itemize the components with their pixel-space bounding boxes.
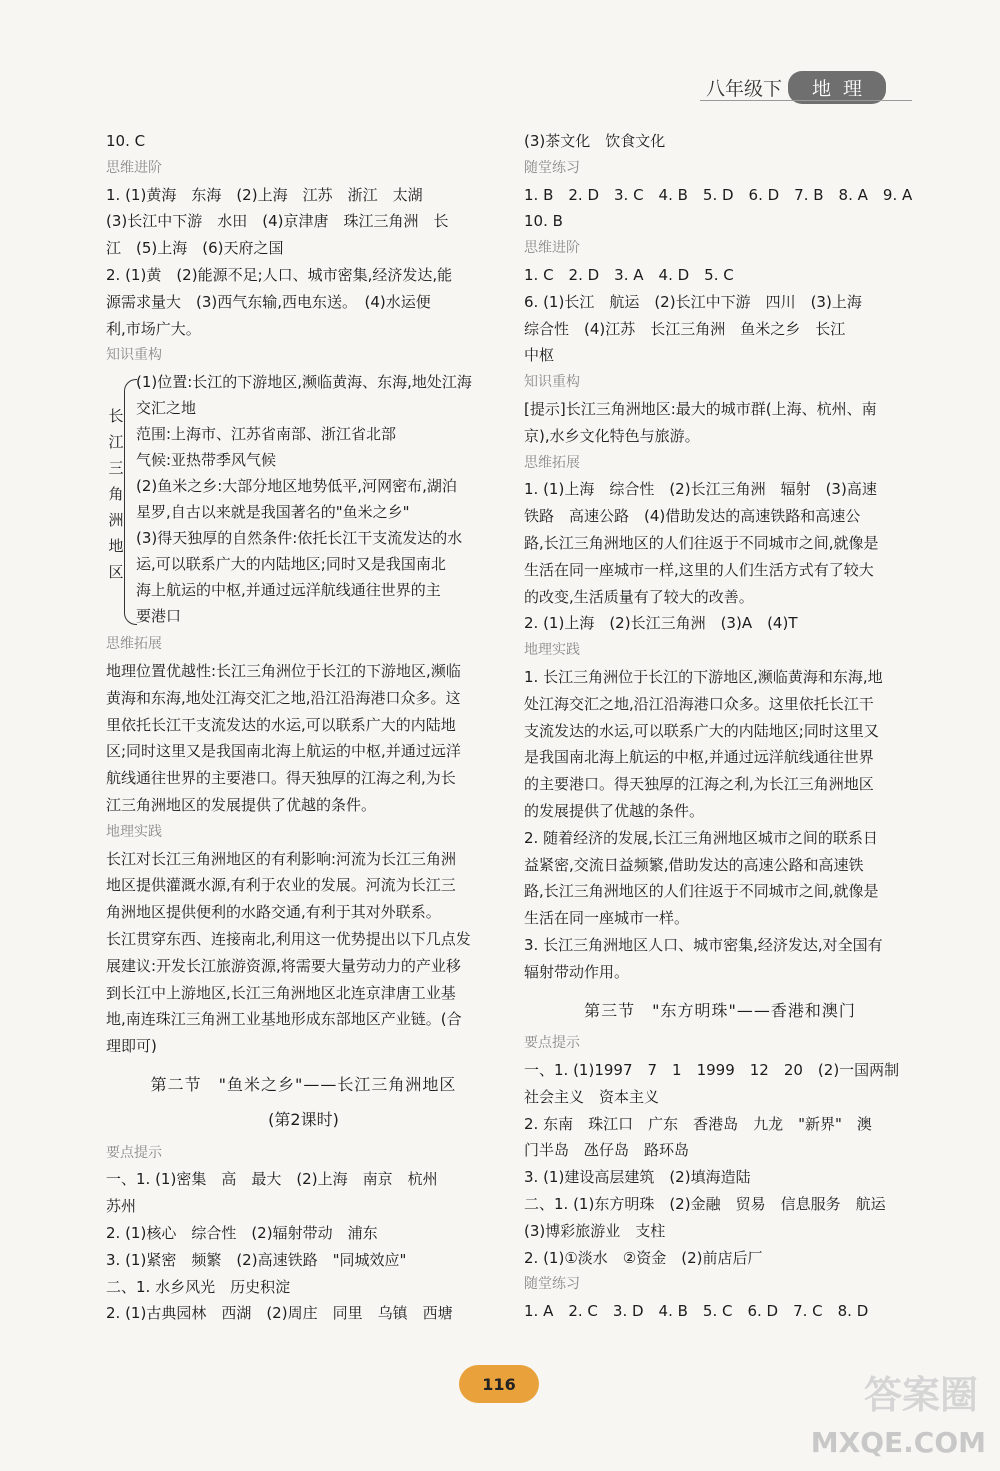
brace-line: (3)得天独厚的自然条件:依托长江干支流发达的水	[136, 529, 463, 548]
answer-line: 一、1. (1)密集 高 最大 (2)上海 南京 杭州	[106, 1170, 438, 1189]
answer-line: 10. B	[524, 212, 563, 231]
answer-line: 路,长江三角洲地区的人们往返于不同城市之间,就像是	[524, 882, 879, 901]
answer-line: 到长江中上游地区,长江三角洲地区北连京津唐工业基	[106, 983, 456, 1002]
answer-line: 黄海和东海,地处江海交汇之地,沿江沿海港口众多。这	[106, 688, 461, 707]
answer-line: 处江海交汇之地,沿江沿海港口众多。这里依托长江干	[524, 694, 874, 713]
answer-line: 1. 长江三角洲位于长江的下游地区,濒临黄海和东海,地	[524, 667, 883, 686]
answer-line: 生活在同一座城市一样。	[524, 909, 690, 928]
brace-label: 长江三角洲地区	[108, 407, 124, 582]
page-number: 116	[459, 1365, 539, 1403]
answer-line: 1. A 2. C 3. D 4. B 5. C 6. D 7. C 8. D	[524, 1302, 869, 1321]
answer-line: 航线通往世界的主要港口。得天独厚的江海之利,为长	[106, 769, 456, 788]
answer-line: 3. (1)建设高层建筑 (2)填海造陆	[524, 1168, 751, 1187]
answer-line: 地理位置优越性:长江三角洲位于长江的下游地区,濒临	[106, 661, 461, 680]
answer-line: 1. B 2. D 3. C 4. B 5. D 6. D 7. B 8. A 9. A	[524, 185, 913, 204]
section-heading: 知识重构	[106, 347, 162, 364]
answer-line: 的主要港口。得天独厚的江海之利,为长江三角洲地区	[524, 775, 874, 794]
answer-line: 门半岛 氹仔岛 路环岛	[524, 1141, 690, 1160]
brace-line: 星罗,自古以来就是我国著名的"鱼米之乡"	[136, 503, 410, 522]
answer-line: 益紧密,交流日益频繁,借助发达的高速公路和高速铁	[524, 855, 864, 874]
answer-line: 2. (1)核心 综合性 (2)辐射带动 浦东	[106, 1223, 378, 1242]
answer-line: 2. (1)①淡水 ②资金 (2)前店后厂	[524, 1248, 763, 1267]
brace-line: 要港口	[136, 607, 182, 626]
answer-line: 3. (1)紧密 频繁 (2)高速铁路 "同城效应"	[106, 1250, 407, 1269]
section-heading: 要点提示	[524, 1035, 580, 1052]
brace-line: (2)鱼米之乡:大部分地区地势低平,河网密布,湖泊	[136, 477, 457, 496]
answer-line: 2. (1)古典园林 西湖 (2)周庄 同里 乌镇 西塘	[106, 1304, 453, 1323]
answer-line: 长江贯穿东西、连接南北,利用这一优势提出以下几点发	[106, 929, 471, 948]
answer-line: 生活在同一座城市一样,这里的人们生活方式有了较大	[524, 560, 874, 579]
answer-line: 2. 随着经济的发展,长江三角洲地区城市之间的联系日	[524, 828, 878, 847]
answer-line: 一、1. (1)1997 7 1 1999 12 20 (2)一国两制	[524, 1061, 900, 1080]
brace-line: 交汇之地	[136, 399, 197, 418]
section-title-2: 第二节 "鱼米之乡"——长江三角洲地区	[150, 1074, 457, 1094]
left-top-block	[106, 128, 501, 369]
section-title-3: 第三节 "东方明珠"——香港和澳门	[584, 1000, 856, 1020]
answer-line: 辐射带动作用。	[524, 962, 630, 981]
section-heading: 思维进阶	[524, 240, 580, 257]
section-heading: 地理实践	[524, 642, 580, 659]
brace-line: 运,可以联系广大的内陆地区;同时又是我国南北	[136, 555, 446, 574]
answer-line: 2. 东南 珠江口 广东 香港岛 九龙 "新界" 澳	[524, 1114, 872, 1133]
answer-line: 3. 长江三角洲地区人口、城市密集,经济发达,对全国有	[524, 935, 883, 954]
answer-line: 社会主义 资本主义	[524, 1087, 660, 1106]
left-bottom-block	[106, 1140, 501, 1328]
header-divider	[700, 100, 912, 101]
section-heading: 要点提示	[106, 1144, 162, 1161]
answer-line: 地区提供灌溉水源,有利于农业的发展。河流为长江三	[106, 876, 456, 895]
left-column	[106, 128, 501, 1327]
section-heading: 地理实践	[106, 823, 162, 840]
brace-lines	[136, 369, 506, 629]
answer-line: 6. (1)长江 航运 (2)长江中下游 四川 (3)上海	[524, 292, 862, 311]
answer-line: 利,市场广大。	[106, 319, 201, 338]
answer-line: 支流发达的水运,可以联系广大的内陆地区;同时这里又	[524, 721, 879, 740]
answer-line: 角洲地区提供便利的水路交通,有利于其对外联系。	[106, 903, 441, 922]
answer-line: 地,南连珠江三角洲工业基地形成东部地区产业链。(合	[106, 1010, 462, 1029]
answer-line: 长江对长江三角洲地区的有利影响:河流为长江三角洲	[106, 849, 457, 868]
answer-line: 的发展提供了优越的条件。	[524, 801, 705, 820]
knowledge-brace	[106, 369, 501, 631]
subject-label: 地理	[788, 71, 886, 104]
left-mid-block	[106, 631, 501, 1060]
answer-line: [提示]长江三角洲地区:最大的城市群(上海、杭州、南	[524, 399, 877, 418]
answer-line: 理即可)	[106, 1037, 157, 1056]
answer-line: 路,长江三角洲地区的人们往返于不同城市之间,就像是	[524, 533, 879, 552]
section-heading: 随堂练习	[524, 159, 580, 176]
answer-line: 1. (1)黄海 东海 (2)上海 江苏 浙江 太湖	[106, 185, 423, 204]
right-bottom-block	[524, 1030, 916, 1325]
answer-line: (3)茶文化 饮食文化	[524, 132, 666, 150]
answer-line: 1. (1)上海 综合性 (2)长江三角洲 辐射 (3)高速	[524, 480, 877, 499]
answer-line: 二、1. (1)东方明珠 (2)金融 贸易 信息服务 航运	[524, 1195, 886, 1214]
section-heading: 思维进阶	[106, 159, 162, 176]
answer-line: (3)长江中下游 水田 (4)京津唐 珠江三角洲 长	[106, 212, 449, 231]
answer-line: 的改变,生活质量有了较大的改善。	[524, 587, 754, 606]
answer-line: 2. (1)上海 (2)长江三角洲 (3)A (4)T	[524, 614, 798, 633]
right-top-block	[524, 128, 916, 986]
answer-line: 中枢	[524, 346, 555, 365]
watermark-text: MXQE.COM	[810, 1426, 986, 1459]
answer-line: 苏州	[106, 1197, 137, 1216]
brace-line: 范围:上海市、江苏省南部、浙江省北部	[136, 425, 397, 444]
answer-line: 2. (1)黄 (2)能源不足;人口、城市密集,经济发达,能	[106, 265, 453, 284]
watermark-logo: 答案圈	[863, 1373, 978, 1417]
answer-line: 是我国南北海上航运的中枢,并通过远洋航线通往世界	[524, 748, 874, 767]
answer-line: 1. C 2. D 3. A 4. D 5. C	[524, 265, 734, 284]
section-heading: 知识重构	[524, 374, 580, 391]
right-column	[524, 128, 916, 1325]
answer-line: (3)博彩旅游业 支柱	[524, 1221, 666, 1240]
answer-line: 铁路 高速公路 (4)借助发达的高速铁路和高速公	[524, 507, 861, 526]
grade-label: 八年级下	[706, 77, 783, 100]
answer-line: 江三角洲地区的发展提供了优越的条件。	[106, 795, 377, 814]
answer-line: 京),水乡文化特色与旅游。	[524, 426, 700, 445]
answer-line: 展建议:开发长江旅游资源,将需要大量劳动力的产业移	[106, 956, 461, 975]
lesson-label: (第2课时)	[268, 1109, 339, 1129]
answer-line: 源需求量大 (3)西气东输,西电东送。 (4)水运便	[106, 292, 431, 311]
answer-line: 江 (5)上海 (6)天府之国	[106, 239, 284, 258]
header-tag	[700, 74, 886, 100]
answer-line: 区;同时这里又是我国南北海上航运的中枢,并通过远洋	[106, 742, 461, 761]
brace-line: 海上航运的中枢,并通过远洋航线通往世界的主	[136, 581, 441, 600]
section-heading: 思维拓展	[524, 454, 580, 471]
brace-line: 气候:亚热带季风气候	[136, 451, 277, 470]
brace-line: (1)位置:长江的下游地区,濒临黄海、东海,地处江海	[136, 373, 472, 392]
answer-line: 里依托长江干支流发达的水运,可以联系广大的内陆地	[106, 715, 456, 734]
section-heading: 随堂练习	[524, 1276, 580, 1293]
answer-line: 10. C	[106, 132, 146, 150]
answer-line: 综合性 (4)江苏 长江三角洲 鱼米之乡 长江	[524, 319, 846, 338]
section-heading: 思维拓展	[106, 636, 162, 653]
answer-line: 二、1. 水乡风光 历史积淀	[106, 1277, 291, 1296]
